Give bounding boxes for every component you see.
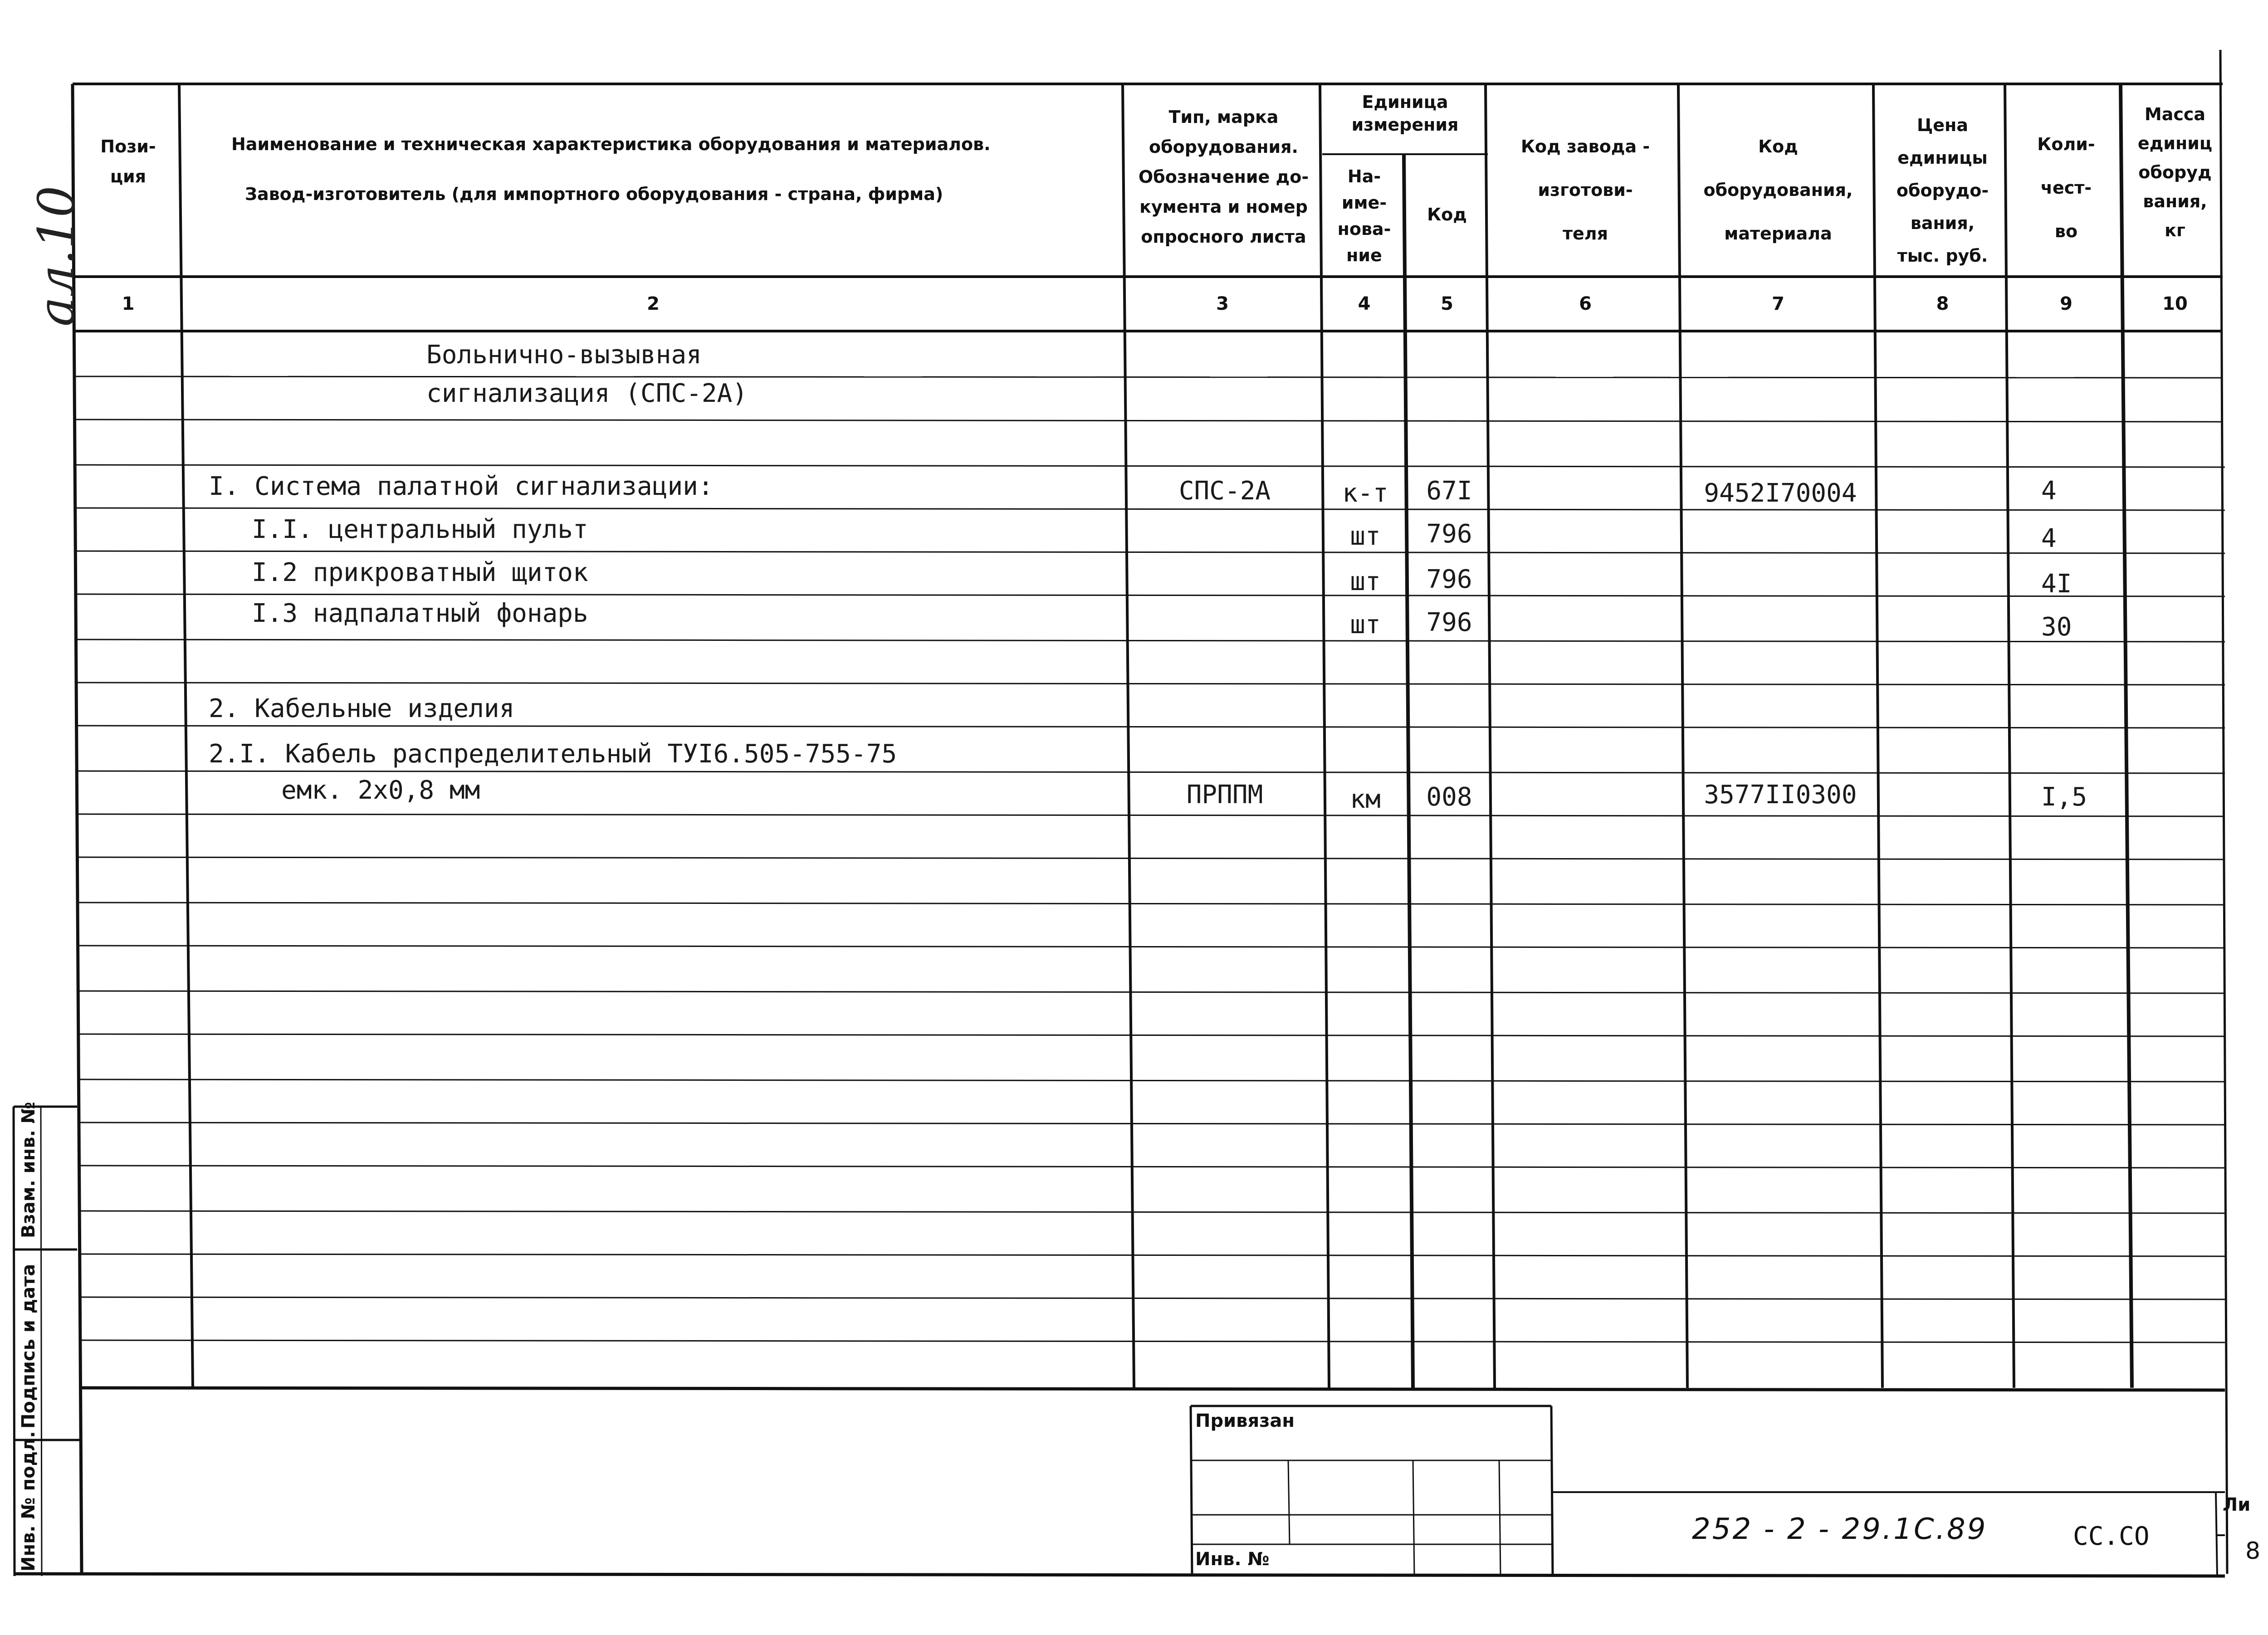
header-unit-group: Единица измерения bbox=[1351, 92, 1459, 135]
item-name: I.I. центральный пульт bbox=[252, 515, 588, 544]
item-type: СПС-2А bbox=[1178, 476, 1271, 506]
item-code: 9452I70004 bbox=[1704, 478, 1857, 508]
colnum-3: 3 bbox=[1216, 293, 1229, 314]
item-unit: к-т bbox=[1342, 478, 1388, 508]
header-factory-code: Код завода - изготови- теля bbox=[1520, 137, 1650, 244]
header-unit-code: Код bbox=[1427, 205, 1467, 225]
item-unit-code: 796 bbox=[1426, 519, 1472, 549]
item-qty: 30 bbox=[2041, 612, 2072, 642]
document-suffix: СС.СО bbox=[2073, 1522, 2150, 1551]
item-name: 2.I. Кабель распределительный ТУI6.505-755-75 bbox=[209, 739, 897, 769]
header-price: Цена единицы оборудо- вания, тыс. руб. bbox=[1896, 115, 1989, 266]
colnum-9: 9 bbox=[2060, 293, 2072, 314]
row-title-2: сигнализация (СПС-2А) bbox=[426, 379, 748, 408]
item-unit-code: 796 bbox=[1426, 565, 1472, 594]
document-code: 252 - 2 - 29.1С.89 bbox=[1692, 1513, 1988, 1546]
colnum-5: 5 bbox=[1441, 293, 1453, 314]
header-quantity: Коли- чест- во bbox=[2037, 134, 2095, 241]
item-unit-code: 67I bbox=[1426, 476, 1472, 506]
item-unit: шт bbox=[1350, 522, 1381, 551]
item-qty: 4 bbox=[2041, 476, 2057, 506]
header-equipment-code: Код оборудования, материала bbox=[1703, 137, 1853, 244]
item-unit: км bbox=[1350, 785, 1381, 814]
header-name-line2: Завод-изготовитель (для импортного оборудования - страна, фирма) bbox=[245, 184, 943, 204]
header-mass: Масса единиц оборуд вания, кг bbox=[2137, 104, 2213, 240]
item-code: 3577II0300 bbox=[1704, 780, 1857, 810]
colnum-7: 7 bbox=[1772, 293, 1784, 314]
item-unit: шт bbox=[1350, 567, 1381, 596]
item-unit: шт bbox=[1350, 610, 1381, 639]
item-name: I.2 прикроватный щиток bbox=[252, 558, 588, 587]
header-name-line1: Наименование и техническая характеристика оборудования и материалов. bbox=[231, 134, 991, 154]
colnum-4: 4 bbox=[1358, 293, 1371, 314]
item-qty: 4I bbox=[2041, 569, 2072, 599]
colnum-10: 10 bbox=[2162, 293, 2188, 314]
side-vzam-label: Взам. инв. № bbox=[18, 1102, 39, 1238]
row-title-1: Больнично-вызывная bbox=[426, 340, 702, 370]
item-qty: 4 bbox=[2041, 524, 2057, 553]
privyazan-label: Привязан bbox=[1195, 1410, 1295, 1431]
item-type: ПРППМ bbox=[1186, 780, 1263, 810]
header-position: Пози- ция bbox=[100, 137, 156, 186]
item-qty: I,5 bbox=[2041, 782, 2087, 812]
colnum-1: 1 bbox=[122, 293, 135, 314]
item-unit-code: 796 bbox=[1426, 608, 1472, 637]
inv-no-label: Инв. № bbox=[1195, 1549, 1270, 1570]
colnum-6: 6 bbox=[1579, 293, 1592, 314]
item-name: емк. 2х0,8 мм bbox=[281, 776, 480, 805]
item-name: I. Система палатной сигнализации: bbox=[209, 472, 714, 501]
sheet-label: Ли bbox=[2223, 1494, 2251, 1515]
item-unit-code: 008 bbox=[1426, 782, 1472, 812]
colnum-2: 2 bbox=[647, 293, 660, 314]
header-unit-name: На- име- нова- ние bbox=[1337, 166, 1391, 265]
sheet-number: 8 bbox=[2245, 1537, 2261, 1565]
margin-mark: ал.10 bbox=[27, 185, 85, 327]
section-title: 2. Кабельные изделия bbox=[209, 694, 515, 723]
colnum-8: 8 bbox=[1936, 293, 1949, 314]
header-type: Тип, марка оборудования. Обозначение до- кумента и номер опросного листа bbox=[1138, 107, 1309, 247]
side-podpis-label: Подпись и дата bbox=[18, 1264, 39, 1429]
side-inv-podl-label: Инв. № подл. bbox=[18, 1431, 39, 1572]
item-name: I.3 надпалатный фонарь bbox=[252, 599, 588, 628]
